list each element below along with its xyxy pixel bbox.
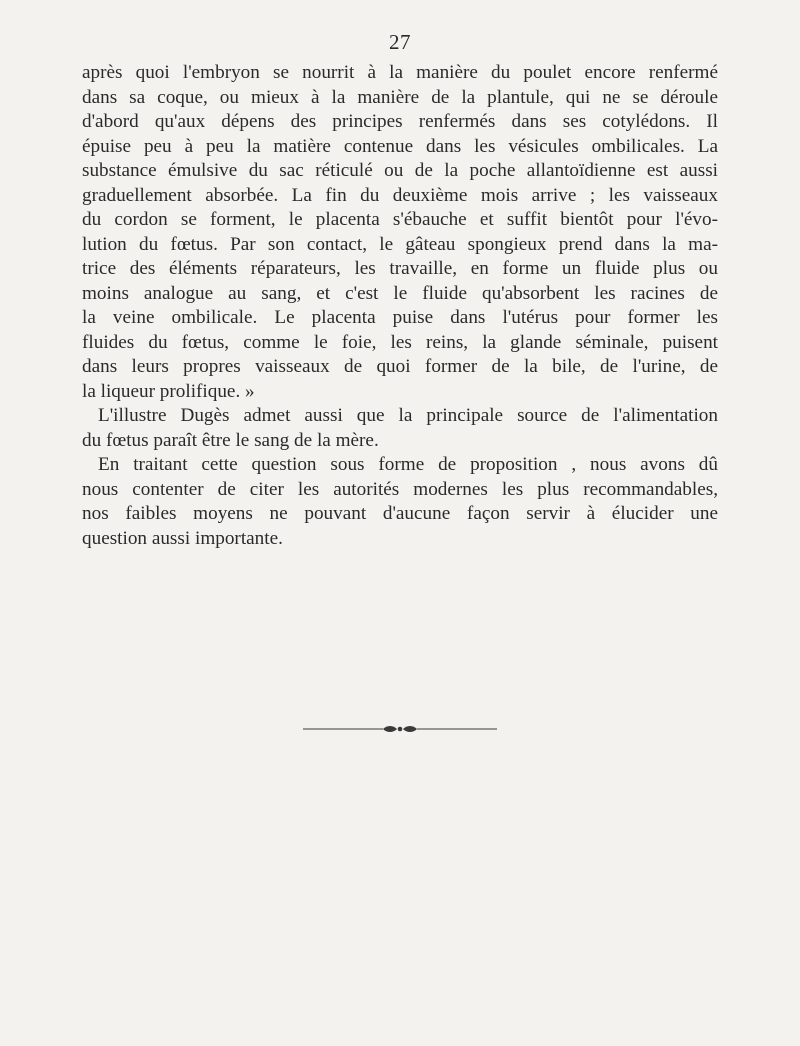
text-line: après quoi l'embryon se nourrit à la manière du poulet encore renfermé: [82, 62, 718, 83]
text-line: du cordon se forment, le placenta s'ébauche et suffit bientôt pour l'évo-: [82, 209, 718, 230]
text-line: épuise peu à peu la matière contenue dans les vésicules ombilicales. La: [82, 135, 718, 157]
text-line: graduellement absorbée. La fin du deuxième mois arrive ; les vaisseaux: [82, 184, 718, 206]
body-text: [82, 61, 718, 551]
text-line: du fœtus paraît être le sang de la mère.: [82, 429, 379, 451]
text-line: dans sa coque, ou mieux à la manière de la plantule, qui ne se déroule: [82, 86, 718, 108]
text-line: moins analogue au sang, et c'est le fluide qu'absorbent les racines de: [82, 282, 718, 304]
paragraph-3: [82, 453, 718, 551]
text-line: fluides du fœtus, comme le foie, les reins, la glande séminale, puisent: [82, 331, 718, 353]
text-line: L'illustre Dugès admet aussi que la principale source de l'alimentation: [98, 405, 718, 426]
text-line: d'abord qu'aux dépens des principes renfermés dans ses cotylédons. Il: [82, 111, 718, 132]
text-line: nos faibles moyens ne pouvant d'aucune façon servir à élucider une: [82, 503, 718, 524]
text-line: la liqueur prolifique. »: [82, 380, 255, 402]
page-number: 27: [389, 30, 411, 54]
text-line: nous contenter de citer les autorités modernes les plus recommandables,: [82, 478, 718, 500]
paragraph-1: [82, 61, 718, 404]
text-line: substance émulsive du sac réticulé ou de la poche allantoïdienne est aussi: [82, 160, 718, 181]
text-line: En traitant cette question sous forme de proposition , nous avons dû: [98, 454, 718, 475]
text-line: lution du fœtus. Par son contact, le gâteau spongieux prend dans la ma-: [82, 233, 718, 255]
text-line: dans leurs propres vaisseaux de quoi former de la bile, de l'urine, de: [82, 356, 718, 377]
ornament-divider-icon: [303, 722, 497, 736]
text-line: question aussi importante.: [82, 527, 283, 549]
text-line: la veine ombilicale. Le placenta puise dans l'utérus pour former les: [82, 307, 718, 328]
paragraph-2: [82, 404, 718, 453]
text-line: trice des éléments réparateurs, les travaille, en forme un fluide plus ou: [82, 258, 718, 279]
